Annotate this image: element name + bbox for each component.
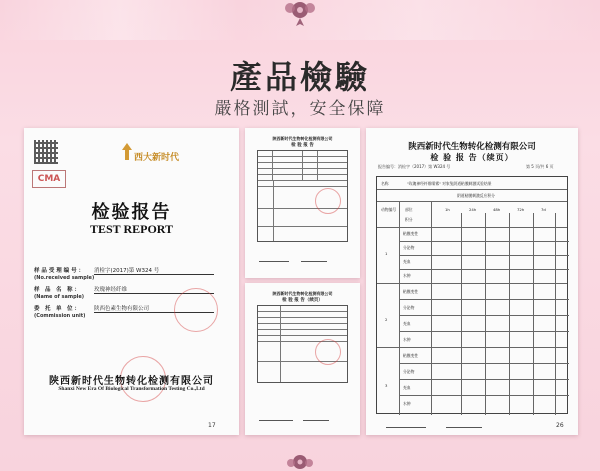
signature-line [301, 258, 327, 262]
test-report-page-4 [366, 128, 578, 435]
company-name-cn: 陕西新时代生物转化检测有限公司 [49, 376, 214, 387]
d4-company: 陕西新时代生物转化检测有限公司 [408, 142, 536, 152]
field-commission-unit-en: (Commission unit) [34, 313, 86, 319]
col-header: 积分 [405, 217, 413, 222]
row-label: 水肿 [403, 337, 411, 342]
field-sample-name-en: (Name of sample) [34, 294, 85, 300]
row-label: 充血 [403, 385, 411, 390]
col-header: 72h [517, 207, 525, 212]
qr-code-icon [34, 140, 58, 164]
row-label: 水肿 [403, 401, 411, 406]
signature-line [386, 424, 426, 428]
row-label: 充血 [403, 321, 411, 326]
mini-company: 陕西新时代生物转化检测有限公司 [272, 291, 333, 296]
lab-logo-icon [120, 142, 134, 162]
row-label: 分泌物 [403, 369, 415, 374]
test-report-cover [24, 128, 239, 435]
row-label: 水肿 [403, 273, 411, 278]
field-sample-name: 样 品 名 称 ： 玫瑰神经纤维 [34, 285, 234, 294]
brand-stamp: 西大新时代 [134, 153, 180, 163]
d4-note: "玫瑰神经纤维喷雾" 对家兔阴道粘膜刺激试验结果 [407, 181, 492, 186]
signature-line [303, 417, 329, 421]
company-name-en: Shanxi New Era Of Biological Transformation Testing Co.,Ltd [58, 386, 205, 392]
field-sample-number: 样 品 受 理 编 号 ： 消检字(2017)第 W324 号 [34, 266, 234, 275]
official-seal [174, 288, 218, 332]
row-label: 分泌物 [403, 305, 415, 310]
mini-seal [315, 339, 341, 365]
d4-report-no: 报告编号：消检字（2017）第 W324 号 [378, 164, 451, 169]
field-commission-unit: 委 托 单 位 ： 陕西色素生物有限公司 [34, 304, 234, 313]
col-header: 48h [493, 207, 501, 212]
d4-section: 名称 [381, 181, 389, 186]
signature-line [446, 424, 482, 428]
col-header: 1h [445, 207, 450, 212]
mini-heading: 检 验 报 告 [291, 143, 314, 148]
col-header: 动物编号 [381, 207, 397, 212]
signature-line [259, 258, 289, 262]
report-title-cn: 检验报告 [91, 202, 172, 223]
row-label: 分泌物 [403, 245, 415, 250]
page-number: 26 [556, 422, 564, 429]
row-label: 粘膜变性 [403, 353, 419, 358]
row-label: 粘膜变性 [403, 231, 419, 236]
mini-seal [315, 188, 341, 214]
page-title: 產品檢驗 [229, 58, 370, 96]
report-title-en: TEST REPORT [89, 222, 174, 236]
signature-line [259, 417, 293, 421]
page-number: 17 [208, 422, 216, 429]
flower-ornament-icon [276, 0, 324, 28]
row-label: 充血 [403, 259, 411, 264]
col-header: 部位 [405, 207, 413, 212]
col-header: 7d [541, 207, 546, 212]
d4-page-of: 第 5 页/共 6 页 [526, 164, 554, 169]
page-subtitle: 嚴格測試，安全保障 [214, 99, 386, 119]
cma-badge: CMA [32, 170, 66, 188]
row-label: 粘膜变性 [403, 289, 419, 294]
col-header: 24h [469, 207, 477, 212]
field-sample-number-en: (No.received sample) [34, 275, 95, 281]
mini-heading: 检 验 报 告（续页） [282, 298, 323, 303]
flower-ornament-icon [280, 450, 320, 471]
test-report-page-2 [245, 128, 360, 278]
mini-company: 陕西新时代生物转化检测有限公司 [272, 136, 333, 141]
d4-heading: 检 验 报 告（续页） [430, 152, 514, 162]
results-table: 名称 "玫瑰神经纤维喷雾" 对家兔阴道粘膜刺激试验结果 阴道粘膜刺激反应积分 动物编号 部位 积分 1h 24h 48h 72h 7d 1 粘膜变性 分泌物 充血 水肿 2 粘膜变性 分泌物 充血 水肿 3 粘膜变性 分泌物 充血 水肿 [376, 176, 568, 414]
d4-subtable-title: 阴道粘膜刺激反应积分 [457, 193, 495, 198]
test-report-page-3 [245, 283, 360, 435]
